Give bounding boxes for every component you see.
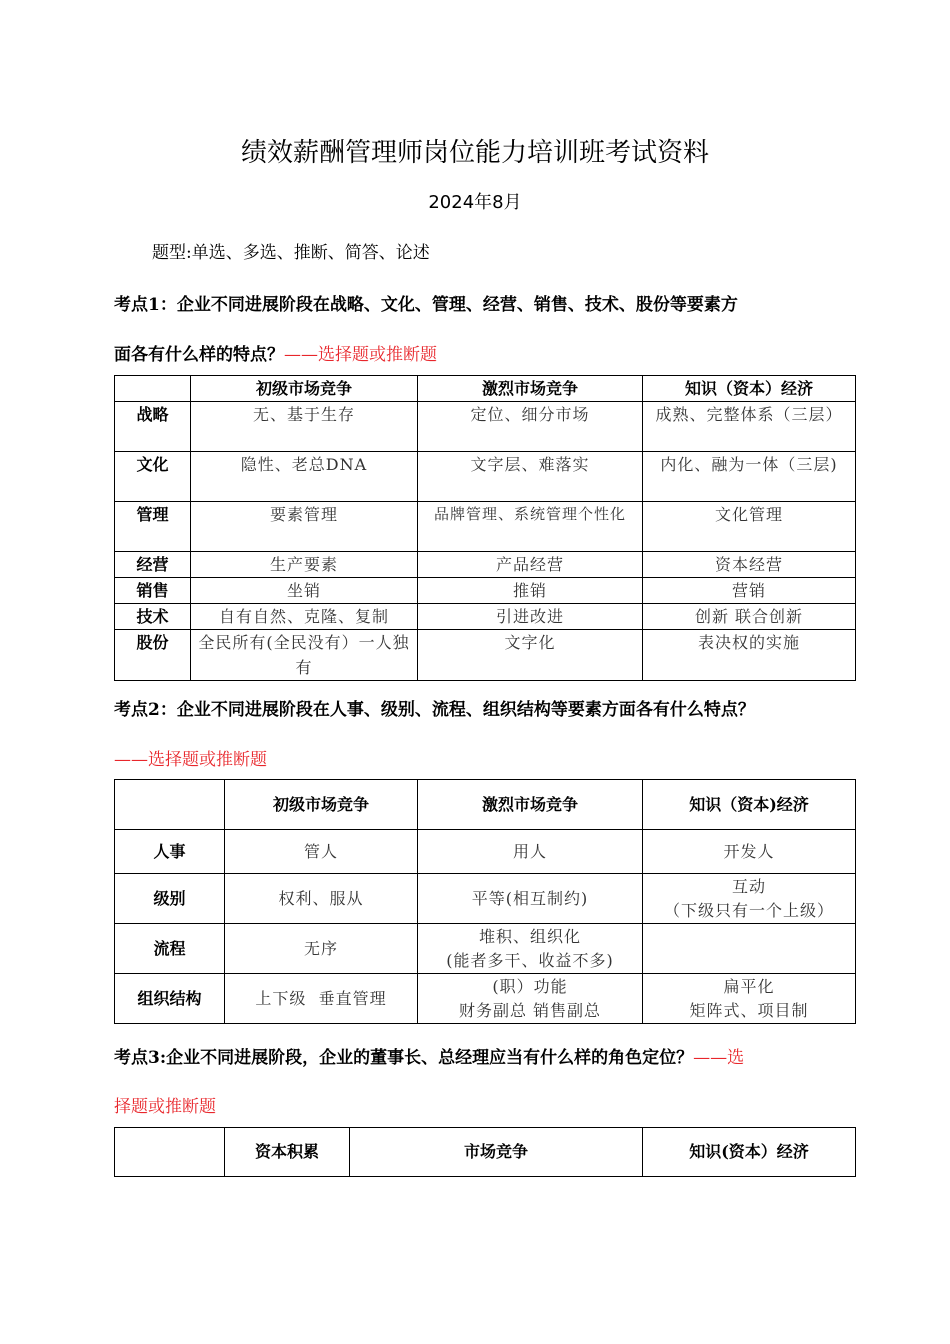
table-row <box>115 830 856 874</box>
row-label: 销售 <box>115 578 191 604</box>
table-2-header: 激烈市场竞争 <box>418 780 643 830</box>
table-cell: 无、基于生存 <box>191 402 418 452</box>
row-label: 经营 <box>115 552 191 578</box>
table-2-header: 初级市场竞争 <box>225 780 418 830</box>
table-row <box>115 452 856 502</box>
table-cell: 权利、服从 <box>225 874 418 924</box>
row-label: 级别 <box>115 874 225 924</box>
table-3-header-row <box>115 1128 856 1177</box>
table-cell: 管人 <box>225 830 418 874</box>
table-cell: 生产要素 <box>191 552 418 578</box>
table-cell: 文化管理 <box>643 502 856 552</box>
row-label: 文化 <box>115 452 191 502</box>
table-1-header: 初级市场竞争 <box>191 376 418 402</box>
table-cell: 坐销 <box>191 578 418 604</box>
table-cell: 文字化 <box>418 630 643 681</box>
kp2-line1: 考点2：企业不同进展阶段在人事、级别、流程、组织结构等要素方面各有什么特点？ <box>114 700 755 720</box>
table-cell: 成熟、完整体系（三层） <box>643 402 856 452</box>
table-3-header: 资本积累 <box>225 1128 350 1177</box>
kp3-tag: ——选 <box>693 1048 745 1068</box>
table-1-header: 知识（资本）经济 <box>643 376 856 402</box>
table-cell: 隐性、老总DNA <box>191 452 418 502</box>
table-cell: 文字层、难落实 <box>418 452 643 502</box>
table-2-header: 知识（资本)经济 <box>643 780 856 830</box>
table-cell: 产品经营 <box>418 552 643 578</box>
row-label: 管理 <box>115 502 191 552</box>
table-row <box>115 924 856 974</box>
table-cell: 自有自然、克隆、复制 <box>191 604 418 630</box>
row-label: 股份 <box>115 630 191 681</box>
table-cell: 平等(相互制约) <box>418 874 643 924</box>
table-cell: 开发人 <box>643 830 856 874</box>
table-cell: 用人 <box>418 830 643 874</box>
document-title: 绩效薪酬管理师岗位能力培训班考试资料 <box>240 138 709 168</box>
table-row <box>115 874 856 924</box>
kp2-tag: ——选择题或推断题 <box>114 750 267 770</box>
table-cell: 堆积、组织化 (能者多干、收益不多) <box>418 924 643 974</box>
kp1-line1: 考点1：企业不同进展阶段在战略、文化、管理、经营、销售、技术、股份等要素方 <box>114 295 738 315</box>
table-3-header <box>115 1128 225 1177</box>
question-types: 题型:单选、多选、推断、简答、论述 <box>152 243 430 263</box>
kp3-line2: 择题或推断题 <box>114 1097 216 1117</box>
table-cell: 要素管理 <box>191 502 418 552</box>
table-cell: 表决权的实施 <box>643 630 856 681</box>
table-cell: 创新 联合创新 <box>643 604 856 630</box>
table-2-header-row <box>115 780 856 830</box>
table-cell: 品牌管理、系统管理个性化 <box>418 502 643 552</box>
table-1 <box>114 375 856 681</box>
table-cell: 互动 （下级只有一个上级） <box>643 874 856 924</box>
table-cell: 内化、融为一体（三层) <box>643 452 856 502</box>
table-cell <box>643 924 856 974</box>
table-3-header: 知识(资本）经济 <box>643 1128 856 1177</box>
row-label: 流程 <box>115 924 225 974</box>
row-label: 组织结构 <box>115 974 225 1024</box>
table-row <box>115 974 856 1024</box>
table-row <box>115 552 856 578</box>
table-cell: (职）功能 财务副总 销售副总 <box>418 974 643 1024</box>
table-row <box>115 402 856 452</box>
table-2-header <box>115 780 225 830</box>
row-label: 人事 <box>115 830 225 874</box>
table-cell: 营销 <box>643 578 856 604</box>
table-cell: 无序 <box>225 924 418 974</box>
table-3-header: 市场竞争 <box>350 1128 643 1177</box>
table-2 <box>114 779 856 1024</box>
table-cell: 扁平化 矩阵式、项目制 <box>643 974 856 1024</box>
kp3-line1: 考点3:企业不同进展阶段，企业的董事长、总经理应当有什么样的角色定位？——选 <box>114 1048 745 1068</box>
table-cell: 上下级 垂直管理 <box>225 974 418 1024</box>
table-row <box>115 502 856 552</box>
table-cell: 推销 <box>418 578 643 604</box>
table-1-header-row <box>115 376 856 402</box>
kp1-line2: 面各有什么样的特点？——选择题或推断题 <box>114 345 437 365</box>
document-date: 2024年8月 <box>428 192 522 213</box>
table-row <box>115 578 856 604</box>
table-cell: 资本经营 <box>643 552 856 578</box>
table-row <box>115 604 856 630</box>
kp2-line2 <box>114 745 267 770</box>
table-row <box>115 630 856 681</box>
table-cell: 定位、细分市场 <box>418 402 643 452</box>
row-label: 战略 <box>115 402 191 452</box>
table-cell: 引进改进 <box>418 604 643 630</box>
table-3 <box>114 1127 856 1177</box>
table-1-header <box>115 376 191 402</box>
kp1-tag: ——选择题或推断题 <box>284 345 437 365</box>
table-cell: 全民所有(全民没有）一人独有 <box>191 630 418 681</box>
table-1-header: 激烈市场竞争 <box>418 376 643 402</box>
row-label: 技术 <box>115 604 191 630</box>
